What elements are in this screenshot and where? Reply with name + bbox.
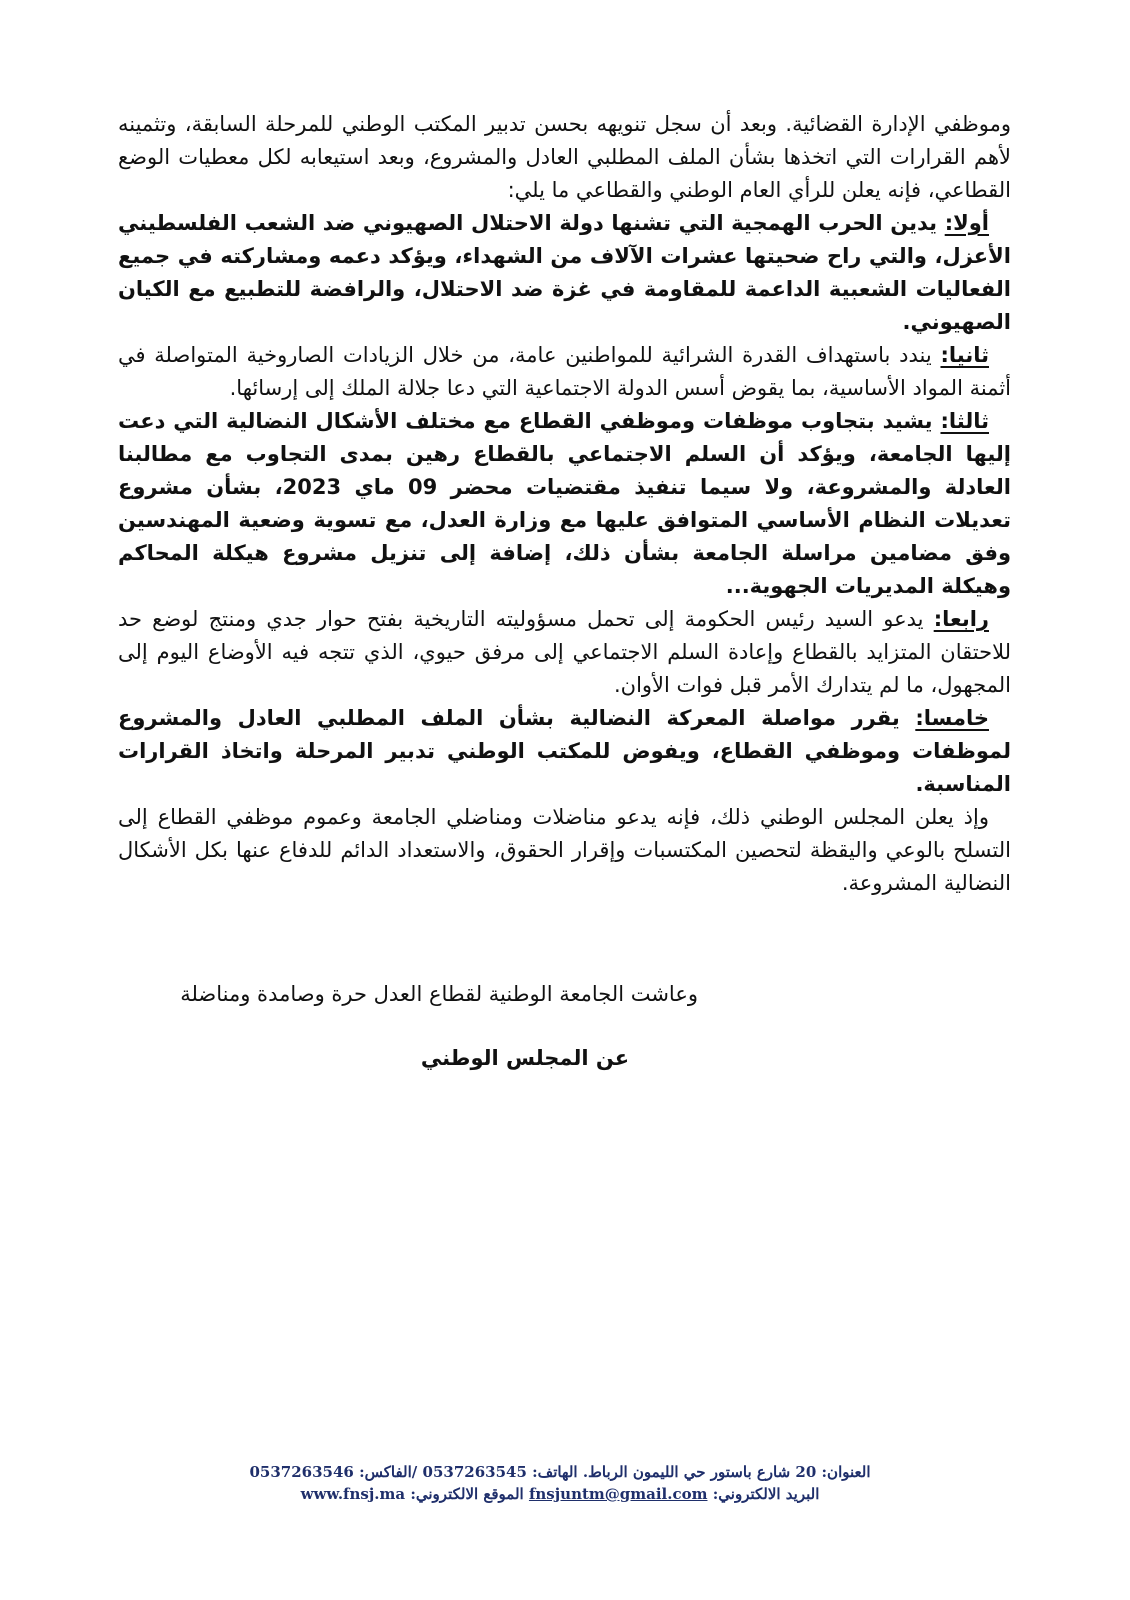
point-text: يدين الحرب الهمجية التي تشنها دولة الاحتلال الصهيوني ضد الشعب الفلسطيني الأعزل، والتي راح ضحيتها عشرات الآلاف من الشهداء، ويؤكد دعمه ومشاركته في جميع الفعاليات الشعبية الداعمة للمقاومة في غزة ضد الاحتلال، والرافضة للتطبيع مع الكيان الصهيوني. xyxy=(118,211,1011,334)
signature: عن المجلس الوطني xyxy=(420,1046,630,1070)
point-4 xyxy=(118,603,1011,702)
point-3 xyxy=(118,405,1011,603)
intro-paragraph: وموظفي الإدارة القضائية. وبعد أن سجل تنويهه بحسن تدبير المكتب الوطني للمرحلة السابقة، وتثمينه لأهم القرارات التي اتخذها بشأن الملف المطلبي العادل والمشروع، وبعد استيعابه لكل معطيات الوضع القطاعي، فإنه يعلن للرأي العام الوطني والقطاعي ما يلي: xyxy=(118,112,1011,202)
address-value: 20 شارع باستور حي الليمون الرباط. xyxy=(582,1463,817,1481)
website-value: www.fnsj.ma xyxy=(300,1485,406,1503)
closing-slogan: وعاشت الجامعة الوطنية لقطاع العدل حرة وصامدة ومناضلة xyxy=(180,982,698,1006)
point-label: رابعا: xyxy=(933,607,989,631)
fax-label: /الفاكس: xyxy=(359,1463,418,1481)
email-link[interactable]: fnsjuntm@gmail.com xyxy=(528,1485,708,1503)
email-label: البريد الالكتروني: xyxy=(712,1485,820,1503)
point-label: خامسا: xyxy=(915,706,989,730)
footer-line-online xyxy=(220,1483,900,1505)
point-text: يقرر مواصلة المعركة النضالية بشأن الملف المطلبي العادل والمشروع لموظفات وموظفي القطاع، ويفوض للمكتب الوطني تدبير المرحلة واتخاذ القرارات المناسبة. xyxy=(118,706,1011,796)
address-label: العنوان: xyxy=(821,1463,871,1481)
fax-value: 0537263546 xyxy=(249,1463,354,1481)
point-label: ثانيا: xyxy=(940,343,989,367)
conclusion-paragraph: وإذ يعلن المجلس الوطني ذلك، فإنه يدعو مناضلات ومناضلي الجامعة وعموم موظفي القطاع إلى التسلح بالوعي واليقظة لتحصين المكتسبات وإقرار الحقوق، والاستعداد الدائم للدفاع عنها بكل الأشكال النضالية المشروعة. xyxy=(118,805,1011,895)
website-label: الموقع الالكتروني: xyxy=(410,1485,524,1503)
footer-contact xyxy=(220,1461,900,1505)
point-5 xyxy=(118,702,1011,801)
point-text: يدعو السيد رئيس الحكومة إلى تحمل مسؤوليته التاريخية بفتح حوار جدي ومنتج لوضع حد للاحتقان المتزايد بالقطاع وإعادة السلم الاجتماعي إلى مرفق حيوي، الذي تتجه فيه الأوضاع اليوم إلى المجهول، ما لم يتدارك الأمر قبل فوات الأوان. xyxy=(118,607,1011,697)
document-body xyxy=(118,108,1011,900)
phone-label: الهاتف: xyxy=(532,1463,578,1481)
phone-value: 0537263545 xyxy=(422,1463,527,1481)
point-label: أولا: xyxy=(944,211,989,235)
point-label: ثالثا: xyxy=(940,409,989,433)
point-2 xyxy=(118,339,1011,405)
footer-line-address xyxy=(220,1461,900,1483)
point-text: يندد باستهداف القدرة الشرائية للمواطنين عامة، من خلال الزيادات الصاروخية المتواصلة في أثمنة المواد الأساسية، بما يقوض أسس الدولة الاجتماعية التي دعا جلالة الملك إلى إرسائها. xyxy=(118,343,1011,400)
point-text: يشيد بتجاوب موظفات وموظفي القطاع مع مختلف الأشكال النضالية التي دعت إليها الجامعة، ويؤكد أن السلم الاجتماعي بالقطاع رهين بمدى التجاوب مع مطالبنا العادلة والمشروعة، ولا سيما تنفيذ مقتضيات محضر 09 ماي 2023، بشأن مشروع تعديلات النظام الأساسي المتوافق عليها مع وزارة العدل، مع تسوية وضعية المهندسين وفق مضامين مراسلة الجامعة بشأن ذلك، إضافة إلى تنزيل مشروع هيكلة المحاكم وهيكلة المديريات الجهوية... xyxy=(118,409,1011,598)
point-1 xyxy=(118,207,1011,339)
